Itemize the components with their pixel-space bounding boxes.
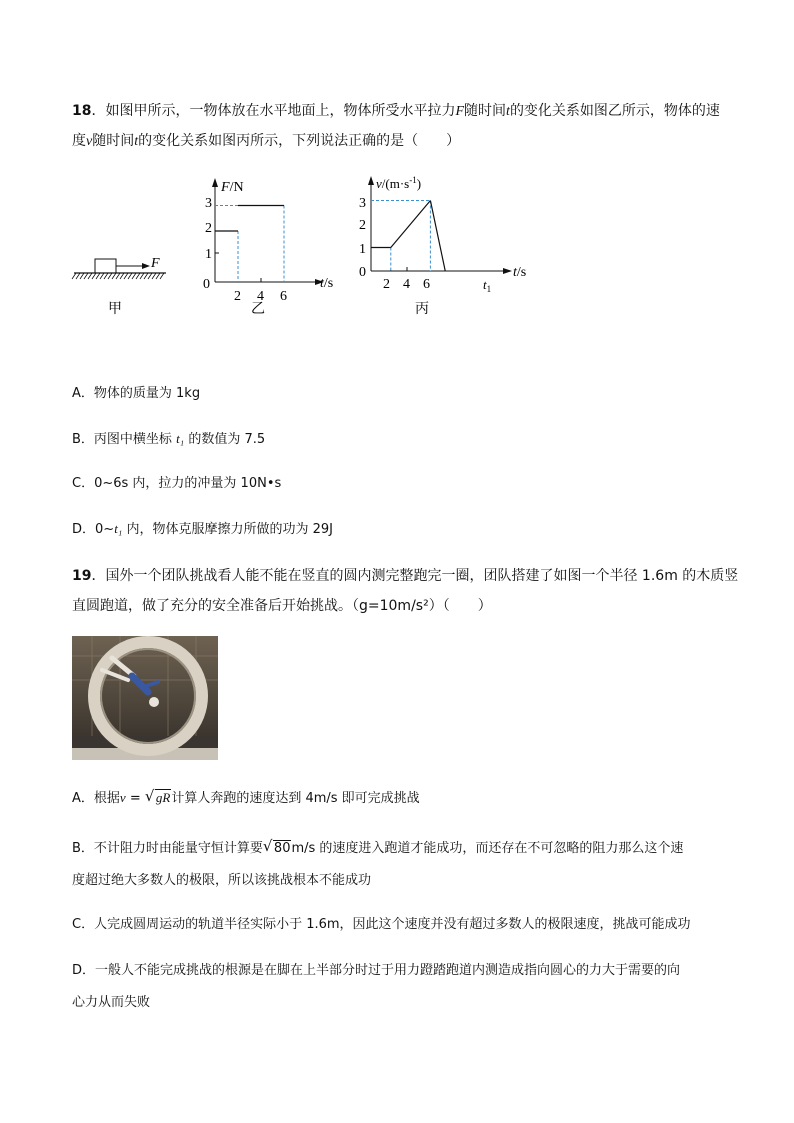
- yi-marks: [215, 206, 284, 283]
- origin: 0: [203, 277, 210, 292]
- q19-option-d[interactable]: D．一般人不能完成挑战的根源是在脚在上半部分时过于用力蹬踏跑道内测造成指向圆心的力大于需要的向: [72, 963, 681, 978]
- q18-line2: 度v随时间t的变化关系如图丙所示，下列说法正确的是（ ）: [72, 133, 461, 149]
- x-tick-label-4: 4: [403, 277, 410, 292]
- hatch-mark: [132, 273, 136, 279]
- x-axis-label: t/s: [513, 265, 527, 280]
- x-tick-label-2: 2: [383, 277, 390, 292]
- force-label: F: [151, 256, 160, 271]
- hatch-mark: [160, 273, 164, 279]
- fig-bing: [359, 175, 526, 317]
- hatch-mark: [120, 273, 124, 279]
- hatch-mark: [124, 273, 128, 279]
- q18-line1: 18．如图甲所示，一物体放在水平地面上，物体所受水平拉力F随时间t的变化关系如图乙所示，物体的速: [72, 103, 720, 119]
- q18-number: 18: [72, 103, 92, 119]
- hatch-mark: [152, 273, 156, 279]
- hatch-mark: [96, 273, 100, 279]
- fig-yi: [203, 178, 333, 317]
- hatch-mark: [84, 273, 88, 279]
- x-tick-label-2: 2: [234, 289, 241, 304]
- x-tick-label-6: 6: [423, 277, 430, 292]
- x-tick-label-6: 6: [280, 289, 287, 304]
- hatch-mark: [108, 273, 112, 279]
- series-segment: [430, 201, 445, 272]
- fig-jia-label: 甲: [108, 301, 122, 317]
- y-tick-label-3: 3: [359, 196, 366, 211]
- q19-option-d-line2: 心力从而失败: [72, 995, 151, 1010]
- y-tick-label-1: 1: [359, 242, 366, 257]
- hatch-mark: [104, 273, 108, 279]
- hatch-mark: [76, 273, 80, 279]
- bing-marks: [371, 201, 445, 272]
- hatch-mark: [112, 273, 116, 279]
- t1-label: $t_1$: [483, 277, 492, 294]
- fig-yi-label: 乙: [251, 301, 265, 317]
- hatch-mark: [148, 273, 152, 279]
- force-arrowhead: [142, 263, 150, 269]
- x-tick-label-4: 4: [257, 289, 264, 304]
- sqrt-80: √ 80: [265, 839, 292, 859]
- x-arrow: [503, 268, 512, 274]
- hatch-mark: [136, 273, 140, 279]
- hatch-mark: [140, 273, 144, 279]
- q18-option-c[interactable]: C．0~6s 内，拉力的冲量为 10N•s: [72, 476, 282, 491]
- loop-track-photo: [72, 636, 218, 760]
- sqrt-gR: √ gR: [147, 789, 171, 809]
- q18-option-a[interactable]: A．物体的质量为 1kg: [72, 386, 201, 401]
- q18-figures: [0, 170, 794, 330]
- hatch-mark: [156, 273, 160, 279]
- hatch-mark: [80, 273, 84, 279]
- q18-option-b[interactable]: B．丙图中横坐标 t₁ 的数值为 7.5: [72, 431, 266, 447]
- block: [95, 259, 116, 273]
- q19-number: 19: [72, 568, 92, 584]
- y-tick-label-2: 2: [359, 218, 366, 233]
- hatch-mark: [144, 273, 148, 279]
- hatch-mark: [100, 273, 104, 279]
- fig-jia: [72, 256, 166, 317]
- hatch-mark: [92, 273, 96, 279]
- q19-option-c[interactable]: C．人完成圆周运动的轨道半径实际小于 1.6m，因此这个速度并没有超过多数人的极限速度，挑战可能成功: [72, 917, 691, 932]
- origin: 0: [359, 265, 366, 280]
- y-tick-label-1: 1: [205, 247, 212, 262]
- hatch-mark: [116, 273, 120, 279]
- q19-line2: 直圆跑道，做了充分的安全准备后开始挑战。（g=10m/s²）（ ）: [72, 598, 492, 614]
- y-axis-label: F/N: [221, 180, 244, 195]
- series-segment: [391, 201, 431, 248]
- q19-option-a[interactable]: A．根据v = √ gR计算人奔跑的速度达到 4m/s 即可完成挑战: [72, 788, 420, 809]
- q19-option-b-line2: 度超过绝大多数人的极限，所以该挑战根本不能成功: [72, 873, 372, 888]
- fig-bing-label: 丙: [415, 301, 429, 317]
- hatch-mark: [72, 273, 76, 279]
- y-arrow: [212, 178, 218, 187]
- ground-hatch: [72, 273, 164, 279]
- hatch-mark: [128, 273, 132, 279]
- x-axis-label: t/s: [320, 276, 334, 291]
- hatch-mark: [88, 273, 92, 279]
- y-tick-label-3: 3: [205, 196, 212, 211]
- q19-line1: 19．国外一个团队挑战看人能不能在竖直的圆内测完整跑完一圈，团队搭建了如图一个半径 1.6m 的木质竖: [72, 568, 739, 584]
- q19-option-b[interactable]: B．不计阻力时由能量守恒计算要√ 80m/s 的速度进入跑道才能成功，而还存在不可忽略的阻力那么这个速: [72, 839, 683, 859]
- y-arrow: [368, 176, 374, 185]
- q18-option-d[interactable]: D．0~t₁ 内，物体克服摩擦力所做的功为 29J: [72, 521, 333, 537]
- y-tick-label-2: 2: [205, 221, 212, 236]
- y-axis-label: $v/(m\cdot s^{-1})$: [376, 175, 422, 191]
- loop-track-illustration: [72, 636, 218, 760]
